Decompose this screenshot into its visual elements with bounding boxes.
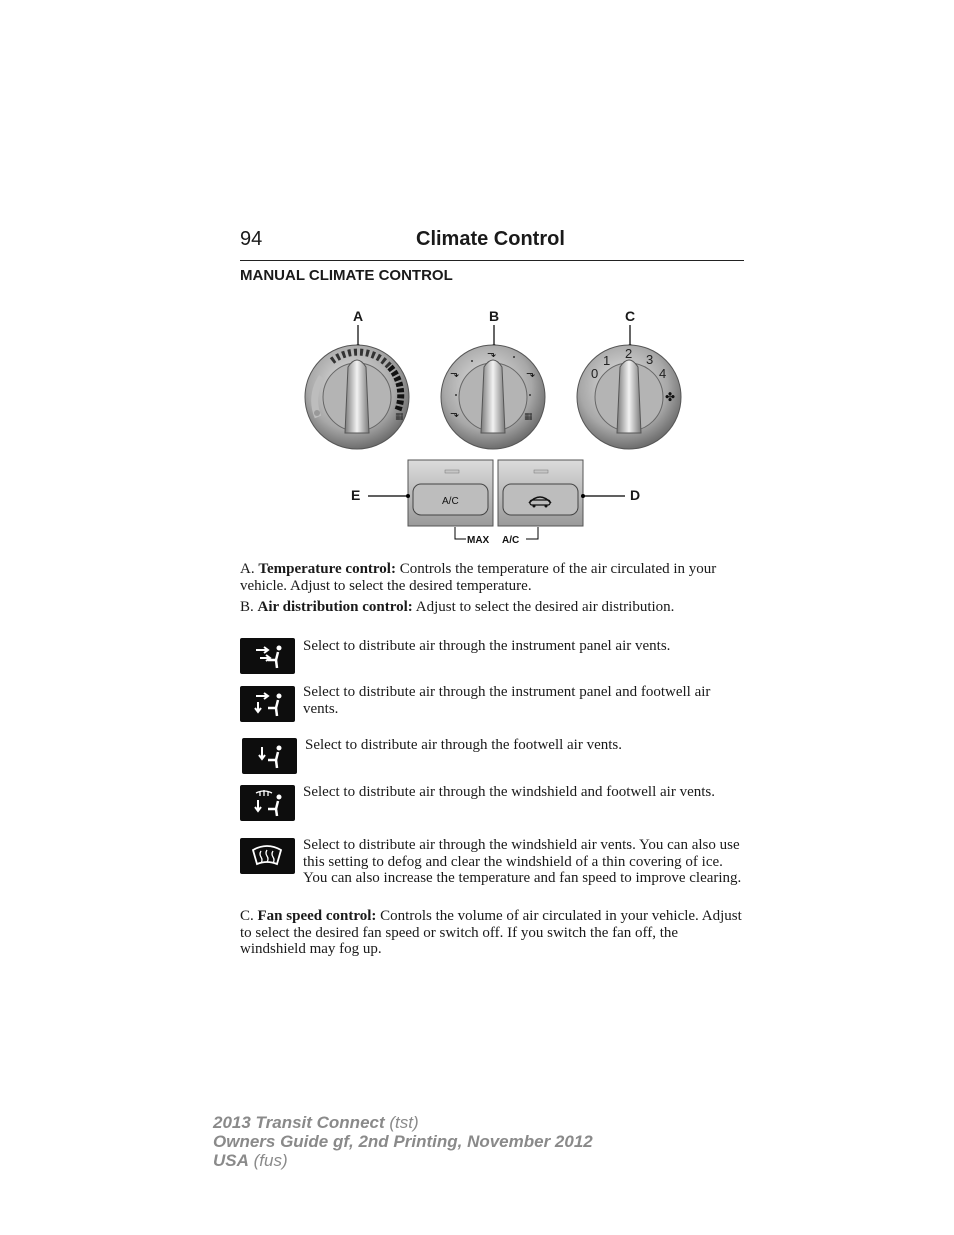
callout-d: D xyxy=(630,487,641,503)
footer-line-model xyxy=(213,1113,593,1132)
mode-row-panel-floor xyxy=(240,684,744,724)
ac-button[interactable] xyxy=(413,484,488,515)
defrost-description: Select to distribute air through the windshield air vents. You can also use this setting to defog and clear the windshield of a thin covering of ice. You can also increase the temperature and fan speed to improve clearing. xyxy=(303,837,742,886)
air-distribution-text: Adjust to select the desired air distribution. xyxy=(412,599,675,615)
climate-panel-drawing xyxy=(300,305,690,550)
page-footer xyxy=(213,1113,593,1170)
mode-row-floor xyxy=(240,737,744,775)
temperature-control-term: Temperature control: xyxy=(258,561,396,577)
paragraph-c-prefix: C. xyxy=(240,908,258,924)
air-distribution-term: Air distribution control: xyxy=(257,599,413,615)
fan-number-1: 1 xyxy=(603,353,611,368)
climate-control-figure xyxy=(300,305,690,550)
max-ac-label: A/C xyxy=(502,535,520,546)
chapter-title: Climate Control xyxy=(416,228,565,250)
fan-speed-paragraph xyxy=(240,908,744,958)
mode-text-windshield-floor: Select to distribute air through the windshield and footwell air vents. xyxy=(303,784,715,800)
footer-line-region xyxy=(213,1151,593,1170)
svg-text:⬎: ⬎ xyxy=(450,367,460,380)
max-label: MAX xyxy=(467,535,490,546)
fan-number-0: 0 xyxy=(591,366,599,381)
floor-vent-icon xyxy=(242,738,297,774)
callout-b: B xyxy=(489,308,500,324)
callout-c: C xyxy=(625,308,636,324)
svg-text:⬎: ⬎ xyxy=(487,347,497,360)
footer-region-code: (fus) xyxy=(248,1151,288,1170)
mode-row-windshield-floor xyxy=(240,784,744,824)
recirculation-button[interactable] xyxy=(503,484,578,515)
windshield-floor-vent-icon xyxy=(240,785,295,821)
mode-text-defrost xyxy=(303,837,743,887)
fan-icon: ✤ xyxy=(665,390,676,404)
fan-number-3: 3 xyxy=(646,352,654,367)
paragraph-a-prefix: A. xyxy=(240,561,259,577)
svg-text:▦: ▦ xyxy=(395,411,404,421)
temperature-control-text: Controls the temperature of the air circulated in your vehicle. Adjust to select the desired temperature. xyxy=(240,561,717,594)
page-number: 94 xyxy=(240,228,263,250)
air-distribution-paragraph xyxy=(240,599,744,616)
footer-region: USA xyxy=(213,1151,249,1170)
callout-a: A xyxy=(353,308,364,324)
fan-speed-knob[interactable] xyxy=(577,345,681,449)
temperature-knob[interactable] xyxy=(305,345,409,449)
svg-text:⬎: ⬎ xyxy=(526,367,536,380)
svg-text:⬎: ⬎ xyxy=(450,407,460,420)
callout-e: E xyxy=(351,487,361,503)
fan-speed-text: Controls the volume of air circulated in your vehicle. Adjust to select the desired fan speed or switch off. If you switch the fan off, the windshield may fog up. xyxy=(240,908,742,957)
mode-text-floor: Select to distribute air through the footwell air vents. xyxy=(305,737,623,753)
mode-text-panel-floor: Select to distribute air through the instrument panel and footwell air vents. xyxy=(303,684,711,717)
svg-text:▦: ▦ xyxy=(524,411,533,421)
mode-row-panel xyxy=(240,638,744,676)
footer-model-code: (tst) xyxy=(384,1113,419,1132)
defrost-icon xyxy=(240,838,295,874)
fan-number-4: 4 xyxy=(659,366,667,381)
paragraph-b-prefix: B. xyxy=(240,599,258,615)
mode-row-defrost xyxy=(240,837,744,907)
panel-vent-icon xyxy=(240,638,295,674)
mode-text-panel: Select to distribute air through the instrument panel air vents. xyxy=(303,638,671,654)
fan-number-2: 2 xyxy=(625,346,633,361)
footer-guide: Owners Guide gf, 2nd Printing, November 2012 xyxy=(213,1132,593,1151)
ac-button-label: A/C xyxy=(442,496,459,507)
section-title: MANUAL CLIMATE CONTROL xyxy=(240,267,453,284)
fan-speed-term: Fan speed control: xyxy=(257,908,377,924)
footer-model: 2013 Transit Connect xyxy=(213,1113,385,1132)
temperature-control-paragraph xyxy=(240,561,744,594)
panel-floor-vent-icon xyxy=(240,686,295,722)
page-header xyxy=(240,228,744,261)
air-distribution-knob[interactable] xyxy=(441,345,545,449)
